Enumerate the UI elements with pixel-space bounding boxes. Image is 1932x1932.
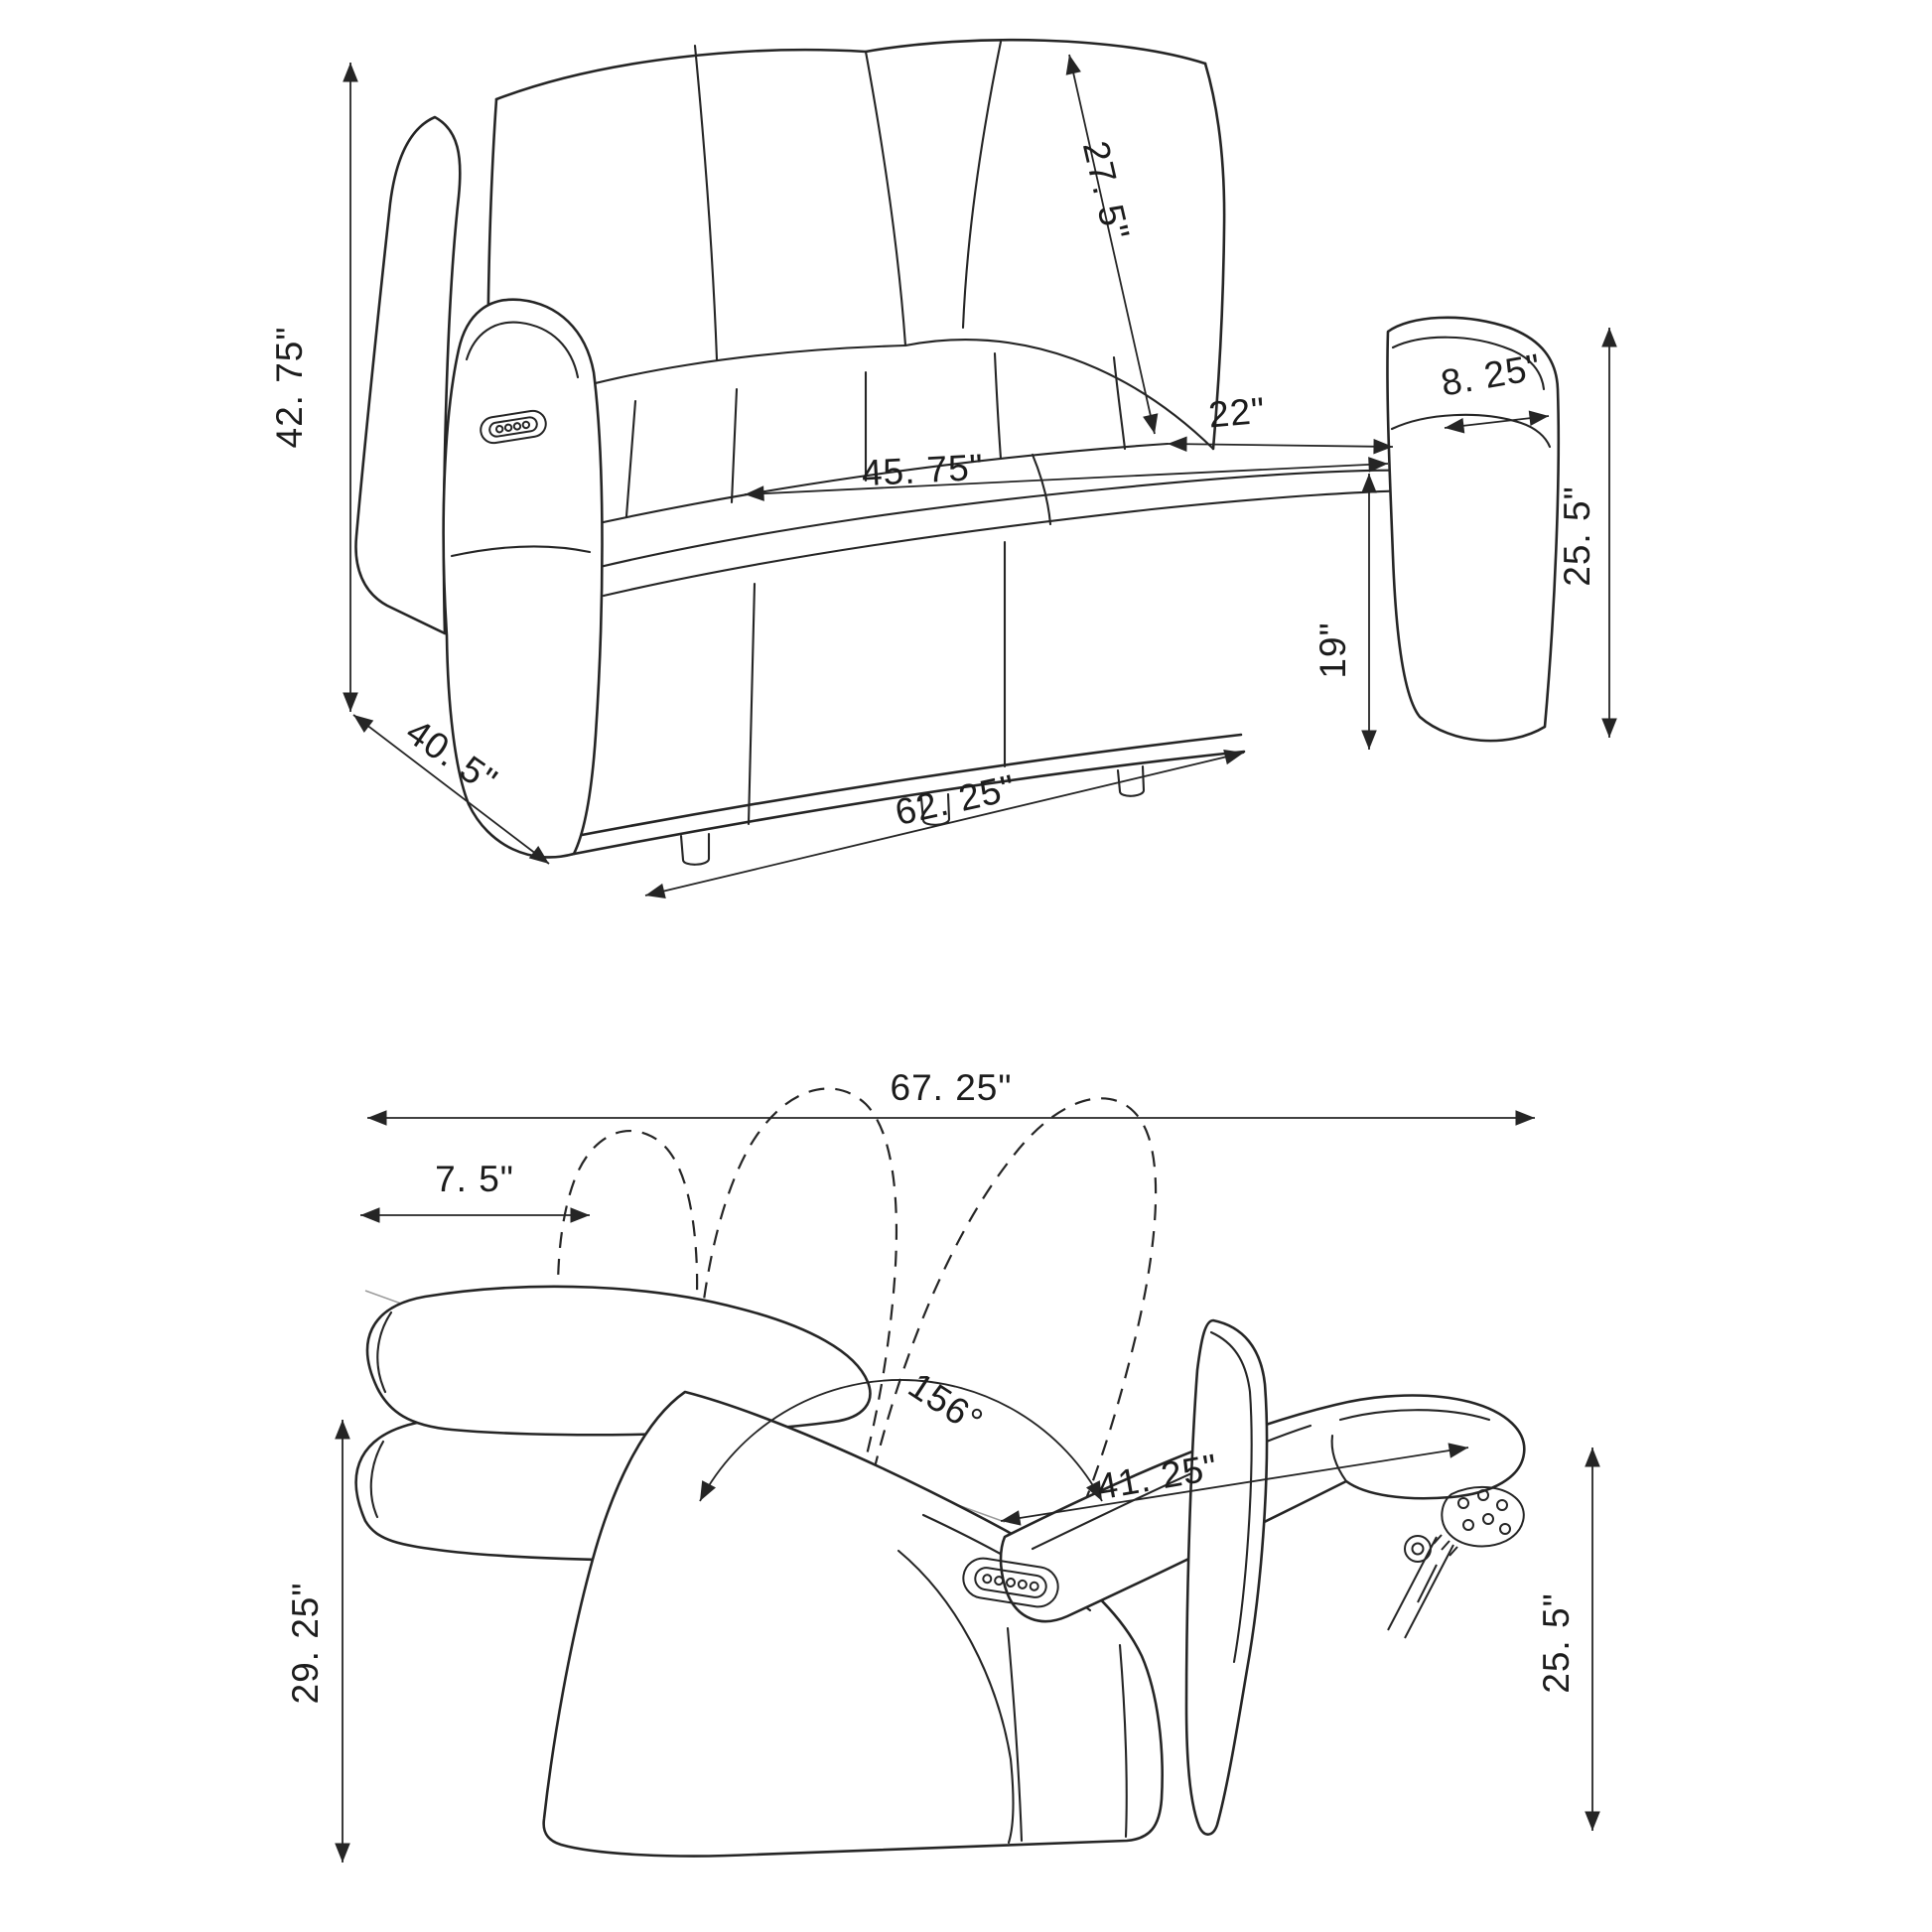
- dim-label-back-length: 27. 5": [1074, 137, 1138, 245]
- recline-mechanism: [1388, 1487, 1524, 1638]
- dim-label-seat-depth: 22": [1206, 389, 1268, 436]
- dim-label-extension-front: 7. 5": [435, 1159, 514, 1199]
- dim-label-arm-height: 25. 5": [1557, 485, 1597, 587]
- dim-label-overall-height: 42. 75": [269, 326, 310, 449]
- dim-label-length-reclined-back: 41. 25": [1093, 1446, 1221, 1508]
- recliner-drawing: [356, 1088, 1525, 1856]
- dim-label-height-back: 29. 25": [285, 1582, 326, 1705]
- loveseat-foot: [681, 834, 709, 865]
- dim-label-seat-height: 19": [1312, 621, 1353, 679]
- dim-label-length-overall: 67. 25": [890, 1067, 1013, 1108]
- dim-label-seat-width: 45. 75": [860, 446, 985, 494]
- dim-label-armrest-width: 8. 25": [1438, 345, 1545, 404]
- dim-label-height-footrest: 25. 5": [1536, 1592, 1577, 1694]
- dim-label-base-width: 62. 25": [891, 766, 1020, 834]
- dim-label-angle-recline: 156°: [900, 1364, 991, 1443]
- dim-label-overall-depth: 40. 5": [398, 711, 505, 802]
